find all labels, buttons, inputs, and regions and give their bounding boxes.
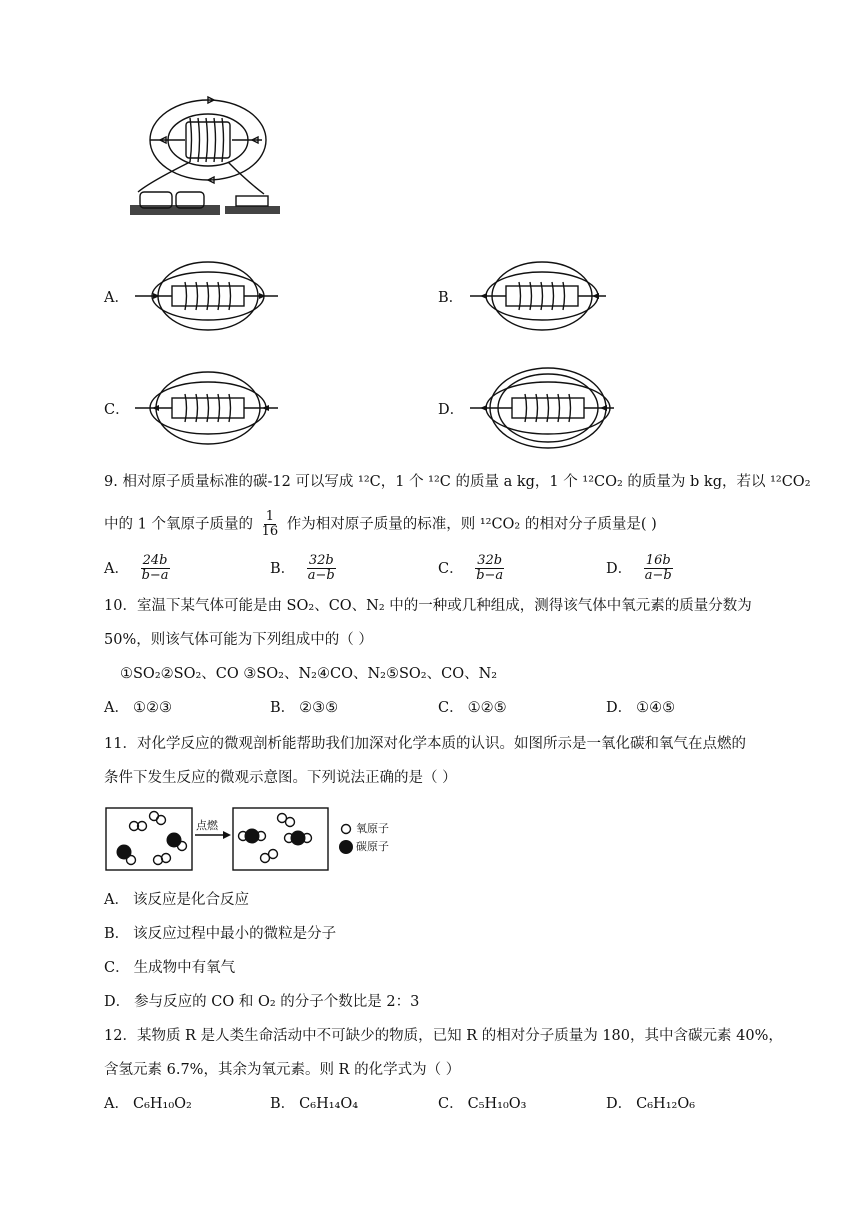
fraction-num: 32b [308, 553, 334, 568]
fraction-num: 16b [645, 553, 671, 568]
option-letter: A． [104, 560, 129, 577]
solenoid-coil [186, 118, 230, 162]
solenoid-field-lines [150, 97, 266, 183]
q9-option-c[interactable] [438, 554, 507, 583]
q11-option-a[interactable] [104, 890, 249, 910]
q12-option-c[interactable] [438, 1094, 527, 1114]
fraction-den: b−a [476, 568, 504, 583]
option-text: C₆H₁₄O₄ [299, 1096, 359, 1112]
q9-stem-line1: 9. 相对原子质量标准的碳-12 可以写成 ¹²C，1 个 ¹²C 的质量 a kg，1 个 ¹²CO₂ 的质量为 b kg，若以 ¹²CO₂ [104, 474, 811, 490]
option-letter: C． [438, 700, 464, 716]
q9-option-a[interactable] [104, 554, 173, 583]
option-letter: B． [270, 700, 296, 716]
q10-option-d[interactable] [606, 698, 675, 718]
option-letter: B． [104, 926, 130, 942]
reactant-molecules [117, 812, 187, 865]
option-letter: B． [270, 560, 296, 577]
q9-fraction-den: 16 [261, 524, 279, 539]
option-letter: C． [104, 960, 130, 976]
q10-option-a[interactable] [104, 698, 172, 718]
legend-oxygen-label: 氧原子 [356, 822, 389, 835]
q9-stem-line2-post: 作为相对原子质量的标准，则 ¹²CO₂ 的相对分子质量是( ) [286, 516, 657, 533]
option-letter: B． [270, 1096, 296, 1112]
option-fraction [643, 554, 674, 583]
option-letter: A． [104, 290, 129, 306]
fraction-den: a−b [644, 568, 672, 583]
field-figure-c [135, 372, 278, 444]
option-letter: C． [438, 560, 464, 577]
legend-carbon-label: 碳原子 [356, 840, 389, 853]
option-text: 生成物中有氧气 [133, 960, 236, 976]
option-text: 该反应过程中最小的微粒是分子 [133, 926, 337, 942]
q10-option-c[interactable] [438, 698, 507, 718]
q8-option-a[interactable] [104, 288, 129, 308]
option-text: 参与反应的 CO 和 O₂ 的分子个数比是 2：3 [134, 994, 420, 1010]
field-figure-a [135, 262, 278, 330]
q8-option-d[interactable] [438, 400, 464, 420]
option-text: ①②⑤ [467, 700, 507, 716]
q9-option-d[interactable] [606, 554, 676, 583]
q9-stem-line2 [104, 510, 657, 539]
option-letter: D． [606, 560, 633, 577]
q9-fraction-num: 1 [265, 509, 274, 524]
option-letter: B． [438, 290, 464, 306]
reactants-box [106, 808, 192, 870]
option-text: C₆H₁₂O₆ [636, 1096, 696, 1112]
q11-option-d[interactable] [104, 992, 419, 1012]
option-letter: D． [438, 402, 465, 418]
q10-option-b[interactable] [270, 698, 338, 718]
option-fraction [474, 554, 505, 583]
option-letter: A． [104, 700, 129, 716]
q10-stem-line2: 50%，则该气体可能为下列组成中的（ ） [104, 632, 373, 648]
option-letter: D． [606, 700, 633, 716]
option-letter: D． [104, 994, 131, 1010]
fraction-den: a−b [307, 568, 335, 583]
option-text: ①②③ [132, 700, 172, 716]
q12-option-d[interactable] [606, 1094, 695, 1114]
q11-stem-line2: 条件下发生反应的微观示意图。下列说法正确的是（ ） [104, 770, 457, 786]
reaction-condition-label: 点燃 [196, 819, 218, 832]
q8-option-c[interactable] [104, 400, 130, 420]
option-fraction [306, 554, 337, 583]
q9-option-b[interactable] [270, 554, 339, 583]
q10-stem-line1: 10．室温下某气体可能是由 SO₂、CO、N₂ 中的一种或几种组成，测得该气体中氧元素的质量分数为 [104, 598, 752, 614]
q11-option-b[interactable] [104, 924, 336, 944]
option-letter: C． [104, 402, 130, 418]
battery-and-switch [130, 162, 280, 215]
option-text: C₆H₁₀O₂ [132, 1096, 192, 1112]
option-text: 该反应是化合反应 [132, 892, 249, 908]
q12-option-b[interactable] [270, 1094, 358, 1114]
option-letter: A． [104, 892, 129, 908]
products-box [233, 808, 328, 870]
q10-combos: ①SO₂②SO₂、CO ③SO₂、N₂④CO、N₂⑤SO₂、CO、N₂ [120, 666, 498, 682]
q11-option-c[interactable] [104, 958, 235, 978]
reaction-arrow [195, 831, 231, 839]
q9-fraction [260, 510, 281, 539]
q11-stem-line1: 11．对化学反应的微观剖析能帮助我们加深对化学本质的认识。如图所示是一氧化碳和氧气在点燃的 [104, 736, 746, 752]
q12-stem-line2: 含氢元素 6.7%，其余为氧元素。则 R 的化学式为（ ） [104, 1062, 461, 1078]
fraction-den: b−a [141, 568, 169, 583]
option-text: ①④⑤ [636, 700, 676, 716]
product-molecules [239, 814, 312, 863]
field-figure-b [470, 262, 606, 330]
option-letter: D． [606, 1096, 633, 1112]
option-fraction [140, 554, 171, 583]
option-text: ②③⑤ [299, 700, 339, 716]
q9-stem-line2-pre: 中的 1 个氧原子质量的 [104, 516, 258, 533]
option-text: C₅H₁₀O₃ [467, 1096, 527, 1112]
q8-option-b[interactable] [438, 288, 463, 308]
option-letter: A． [104, 1096, 129, 1112]
q12-option-a[interactable] [104, 1094, 192, 1114]
field-figure-d [470, 368, 614, 448]
fraction-num: 24b [142, 553, 168, 568]
q12-stem-line1: 12．某物质 R 是人类生命活动中不可缺少的物质，已知 R 的相对分子质量为 180，其中含碳元素 40%， [104, 1028, 783, 1044]
fraction-num: 32b [477, 553, 503, 568]
option-letter: C． [438, 1096, 464, 1112]
legend-markers [339, 825, 353, 855]
